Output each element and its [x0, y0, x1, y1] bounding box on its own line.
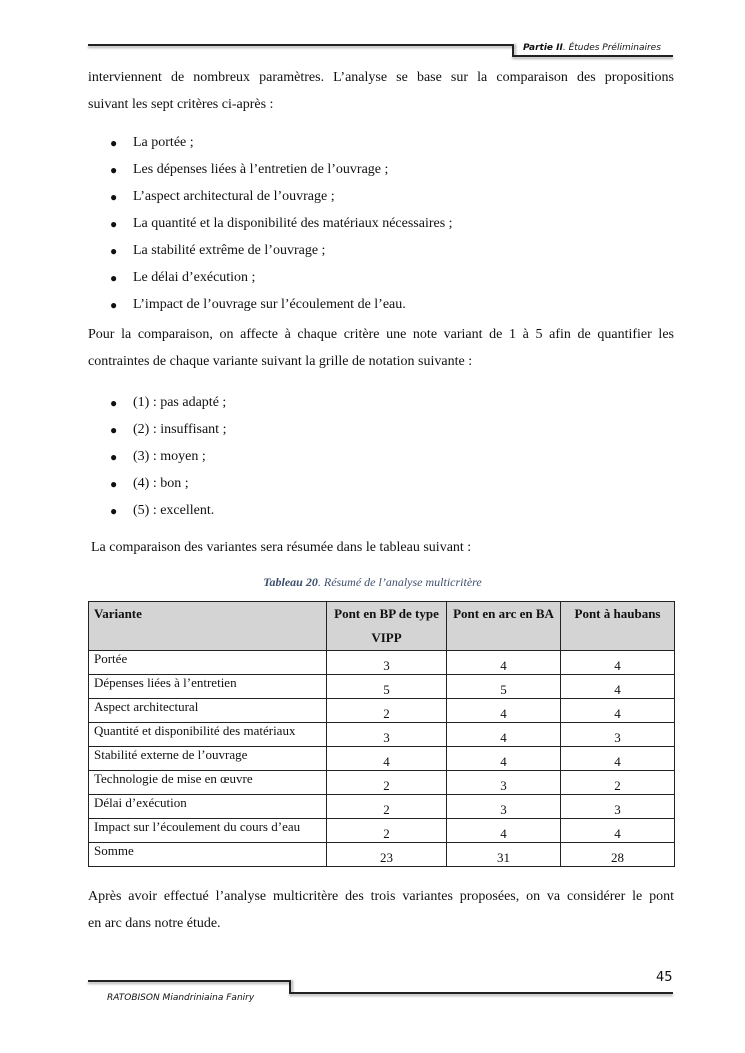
bullet-icon: ●	[110, 423, 118, 437]
table-row	[89, 723, 675, 747]
list-item-text: La quantité et la disponibilité des matériaux nécessaires ;	[133, 216, 453, 231]
score-cell: 3	[561, 723, 675, 747]
bullet-icon: ●	[110, 190, 118, 204]
header-variante: Variante	[89, 602, 327, 651]
comparison-line-1: Pour la comparaison, on affecte à chaque critère une note variant de 1 à 5 afin de quantifier les	[88, 327, 674, 342]
score-cell: 3	[327, 723, 447, 747]
table-row	[89, 675, 675, 699]
conclusion-line-2: en arc dans notre étude.	[88, 916, 221, 931]
header-haubans: Pont à haubans	[561, 602, 675, 651]
header-arc: Pont en arc en BA	[447, 602, 561, 651]
score-cell: 4	[447, 819, 561, 843]
list-item-text: (1) : pas adapté ;	[133, 395, 227, 410]
header-vipp: Pont en BP de type VIPP	[327, 602, 447, 651]
score-cell: 2	[327, 795, 447, 819]
bullet-icon: ●	[110, 298, 118, 312]
criterion-cell: Portée	[89, 651, 327, 675]
running-header	[523, 43, 661, 53]
score-cell: 3	[447, 771, 561, 795]
score-cell: 23	[327, 843, 447, 867]
score-cell: 4	[561, 819, 675, 843]
caption-label: Tableau 20	[263, 575, 318, 589]
score-cell: 3	[561, 795, 675, 819]
score-cell: 4	[447, 699, 561, 723]
intro-line-2: suivant les sept critères ci-après :	[88, 97, 274, 112]
score-cell: 4	[561, 699, 675, 723]
score-cell: 2	[327, 699, 447, 723]
criterion-cell: Somme	[89, 843, 327, 867]
criterion-cell: Impact sur l’écoulement du cours d’eau	[89, 819, 327, 843]
list-item-text: (5) : excellent.	[133, 503, 215, 518]
page-number: 45	[656, 970, 673, 985]
table-row	[89, 819, 675, 843]
bullet-icon: ●	[110, 271, 118, 285]
criterion-cell: Aspect architectural	[89, 699, 327, 723]
table-caption	[0, 575, 745, 590]
score-cell: 4	[561, 651, 675, 675]
score-cell: 2	[327, 771, 447, 795]
list-item-text: (2) : insuffisant ;	[133, 422, 227, 437]
score-cell: 4	[327, 747, 447, 771]
score-cell: 4	[447, 651, 561, 675]
bullet-icon: ●	[110, 163, 118, 177]
list-item-text: La stabilité extrême de l’ouvrage ;	[133, 243, 326, 258]
score-cell: 31	[447, 843, 561, 867]
table-row	[89, 651, 675, 675]
score-cell: 4	[447, 747, 561, 771]
score-cell: 2	[561, 771, 675, 795]
score-cell: 4	[561, 675, 675, 699]
list-item-text: Le délai d’exécution ;	[133, 270, 256, 285]
table-row	[89, 795, 675, 819]
list-item-text: Les dépenses liées à l’entretien de l’ouvrage ;	[133, 162, 389, 177]
footer-author: RATOBISON Miandriniaina Faniry	[107, 993, 255, 1003]
table-intro: La comparaison des variantes sera résumée dans le tableau suivant :	[91, 540, 472, 555]
score-cell: 3	[447, 795, 561, 819]
bullet-icon: ●	[110, 396, 118, 410]
footer-rule	[88, 980, 291, 982]
score-cell: 3	[327, 651, 447, 675]
score-cell: 5	[447, 675, 561, 699]
score-cell: 5	[327, 675, 447, 699]
header-section: . Études Préliminaires	[562, 43, 661, 53]
criterion-cell: Technologie de mise en œuvre	[89, 771, 327, 795]
criterion-cell: Quantité et disponibilité des matériaux	[89, 723, 327, 747]
criterion-cell: Stabilité externe de l’ouvrage	[89, 747, 327, 771]
intro-line-1: interviennent de nombreux paramètres. L’analyse se base sur la comparaison des propositions	[88, 70, 674, 85]
list-item-text: (4) : bon ;	[133, 476, 189, 491]
header-rule-right	[512, 55, 673, 57]
table-row	[89, 771, 675, 795]
conclusion-line-1: Après avoir effectué l’analyse multicritère des trois variantes proposées, on va considérer le pont	[88, 889, 674, 904]
score-cell: 28	[561, 843, 675, 867]
bullet-icon: ●	[110, 136, 118, 150]
list-item-text: L’impact de l’ouvrage sur l’écoulement de l’eau.	[133, 297, 406, 312]
score-cell: 2	[327, 819, 447, 843]
list-item-text: L’aspect architectural de l’ouvrage ;	[133, 189, 335, 204]
list-item-text: (3) : moyen ;	[133, 449, 206, 464]
table-header-row	[89, 602, 675, 651]
comparison-line-2: contraintes de chaque variante suivant la grille de notation suivante :	[88, 354, 473, 369]
bullet-icon: ●	[110, 477, 118, 491]
header-part: Partie II	[523, 43, 563, 53]
multicriteria-table	[88, 601, 675, 867]
table-row	[89, 747, 675, 771]
table-row	[89, 843, 675, 867]
list-item-text: La portée ;	[133, 135, 194, 150]
score-cell: 4	[447, 723, 561, 747]
table-row	[89, 699, 675, 723]
score-cell: 4	[561, 747, 675, 771]
criterion-cell: Dépenses liées à l’entretien	[89, 675, 327, 699]
caption-text: . Résumé de l’analyse multicritère	[317, 575, 482, 589]
criterion-cell: Délai d’exécution	[89, 795, 327, 819]
bullet-icon: ●	[110, 450, 118, 464]
bullet-icon: ●	[110, 504, 118, 518]
header-rule	[88, 44, 514, 46]
bullet-icon: ●	[110, 244, 118, 258]
footer-rule-right	[289, 992, 673, 994]
bullet-icon: ●	[110, 217, 118, 231]
